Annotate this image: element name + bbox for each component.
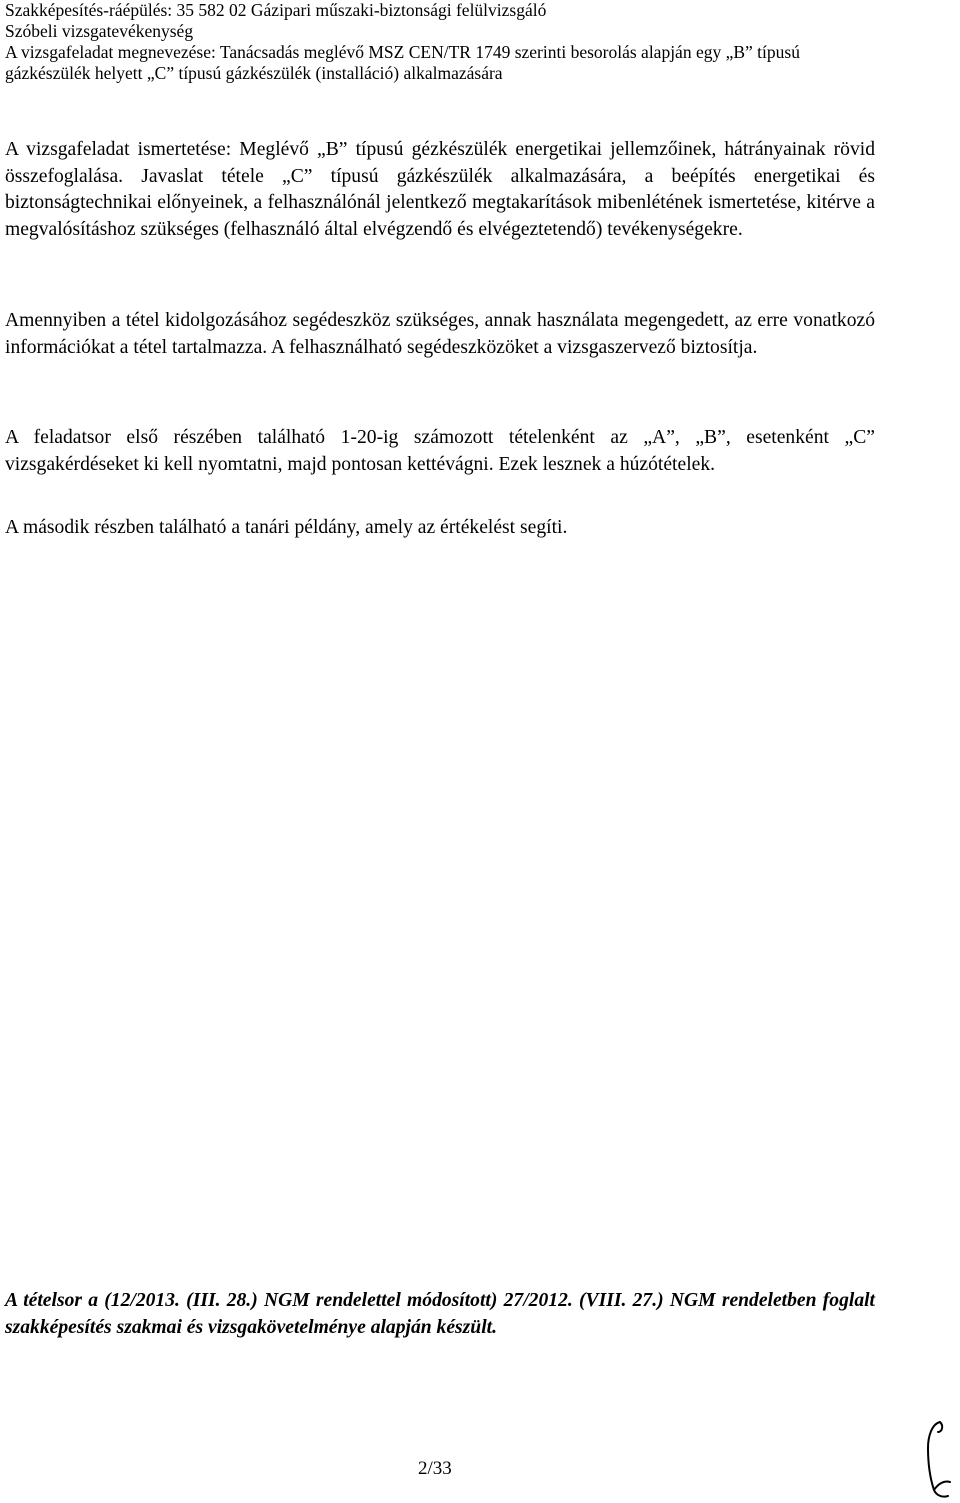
document-header <box>5 0 955 84</box>
header-exam-activity: Szóbeli vizsgatevékenység <box>5 21 194 41</box>
signature-mark <box>918 1418 958 1500</box>
printing-instructions-paragraph: A feladatsor első részében található 1-20-ig számozott tételenként az „A”, „B”, esetenként „C” vizsgakérdéseket ki kell nyomtatni, majd pontosan kettévágni. Ezek lesznek a húzótételek. <box>5 427 875 475</box>
task-description-paragraph: A vizsgafeladat ismertetése: Meglévő „B” típusú gézkészülék energetikai jellemzőinek, hátrányainak rövid összefoglalása. Javaslat tétele „C” típusú gázkészülék alkalmazására, a beépítés energetikai és biztonságtechnikai előnyeinek, a felhasználónál jelentkező megtakarítások mibenlétének ismertetése, kitérve a megvalósításhoz szükséges (felhasználó által elvégzendő és elvégeztetendő) tevékenységekre. <box>5 139 875 240</box>
page-number: 2/33 <box>418 1458 452 1479</box>
tools-paragraph: Amennyiben a tétel kidolgozásához segédeszköz szükséges, annak használata megengedett, az erre vonatkozó információkat a tétel tartalmazza. A felhasználható segédeszközöket a vizsgaszervező biztosítja. <box>5 310 875 358</box>
header-task-name: A vizsgafeladat megnevezése: Tanácsadás meglévő MSZ CEN/TR 1749 szerinti besorolás alapján egy „B” típusú gázkészülék helyett „C” típusú gázkészülék (installáció) alkalmazására <box>5 42 800 83</box>
regulation-note: A tételsor a (12/2013. (III. 28.) NGM rendelettel módosított) 27/2012. (VIII. 27.) NGM rendeletben foglalt szakképesítés szakmai és vizsgakövetelménye alapján készült. <box>5 1290 875 1338</box>
header-qualification: Szakképesítés-ráépülés: 35 582 02 Gázipari műszaki-biztonsági felülvizsgáló <box>5 0 547 20</box>
teacher-copy-paragraph: A második részben található a tanári példány, amely az értékelést segíti. <box>5 517 568 538</box>
